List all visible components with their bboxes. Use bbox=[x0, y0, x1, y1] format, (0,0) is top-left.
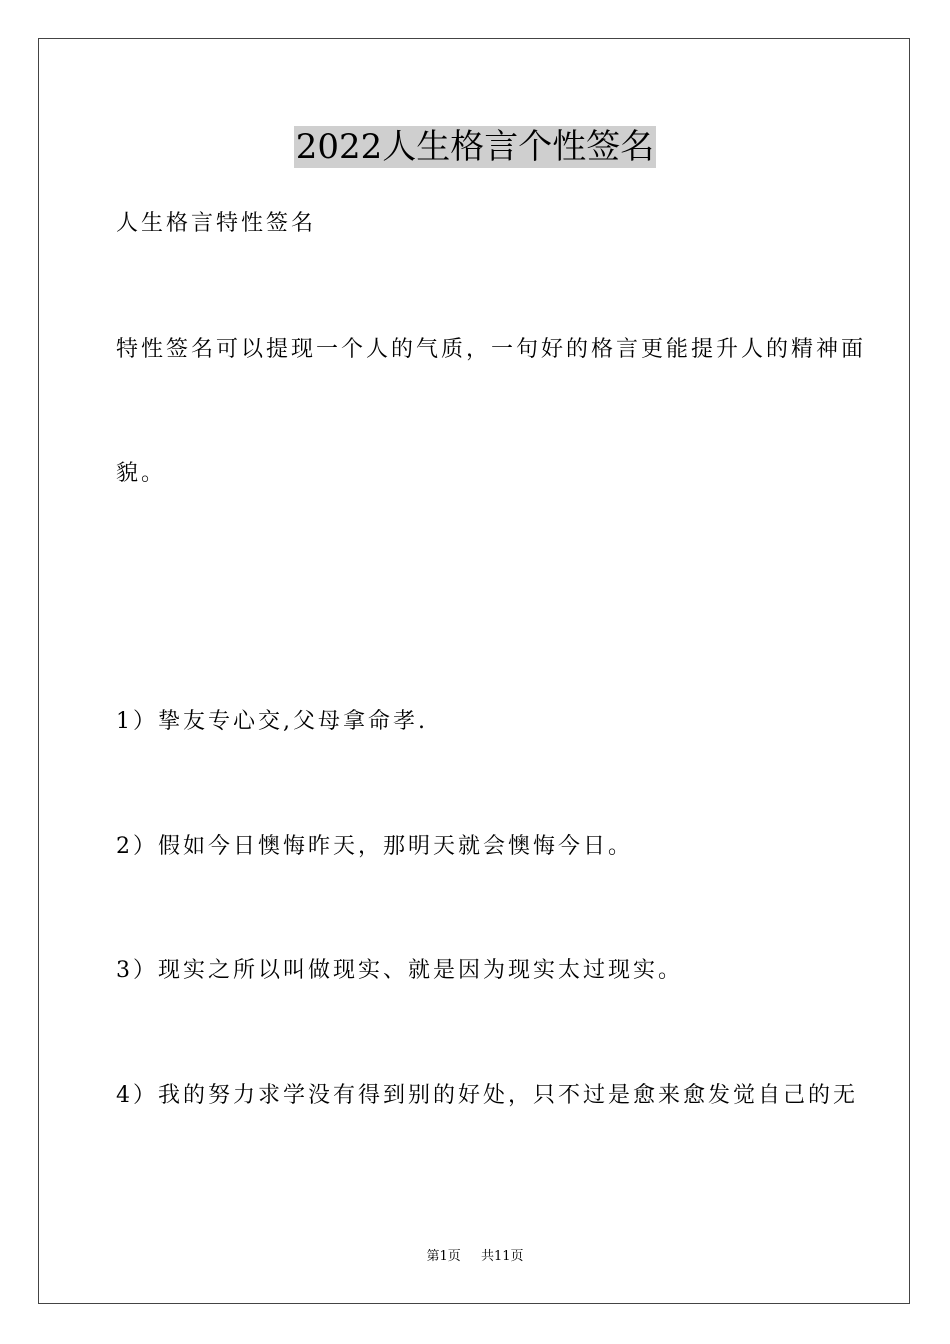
list-item-2: 2）假如今日懊悔昨天，那明天就会懊悔今日。 bbox=[116, 834, 633, 859]
document-title: 2022人生格言个性签名 bbox=[295, 127, 655, 167]
intro-line-1: 特性签名可以提现一个人的气质，一句好的格言更能提升人的精神面 bbox=[116, 337, 867, 362]
title-container bbox=[0, 126, 950, 168]
subtitle: 人生格言特性签名 bbox=[116, 211, 317, 236]
list-item-4: 4）我的努力求学没有得到别的好处，只不过是愈来愈发觉自己的无 bbox=[116, 1083, 858, 1108]
page-number: 第1页 bbox=[426, 1249, 461, 1264]
page-total: 共11页 bbox=[480, 1249, 524, 1264]
list-item-3: 3）现实之所以叫做现实、就是因为现实太过现实。 bbox=[116, 958, 683, 983]
page-footer bbox=[0, 1248, 950, 1266]
list-item-1: 1）挚友专心交,父母拿命孝. bbox=[116, 709, 428, 734]
intro-line-2: 貌。 bbox=[116, 461, 167, 486]
